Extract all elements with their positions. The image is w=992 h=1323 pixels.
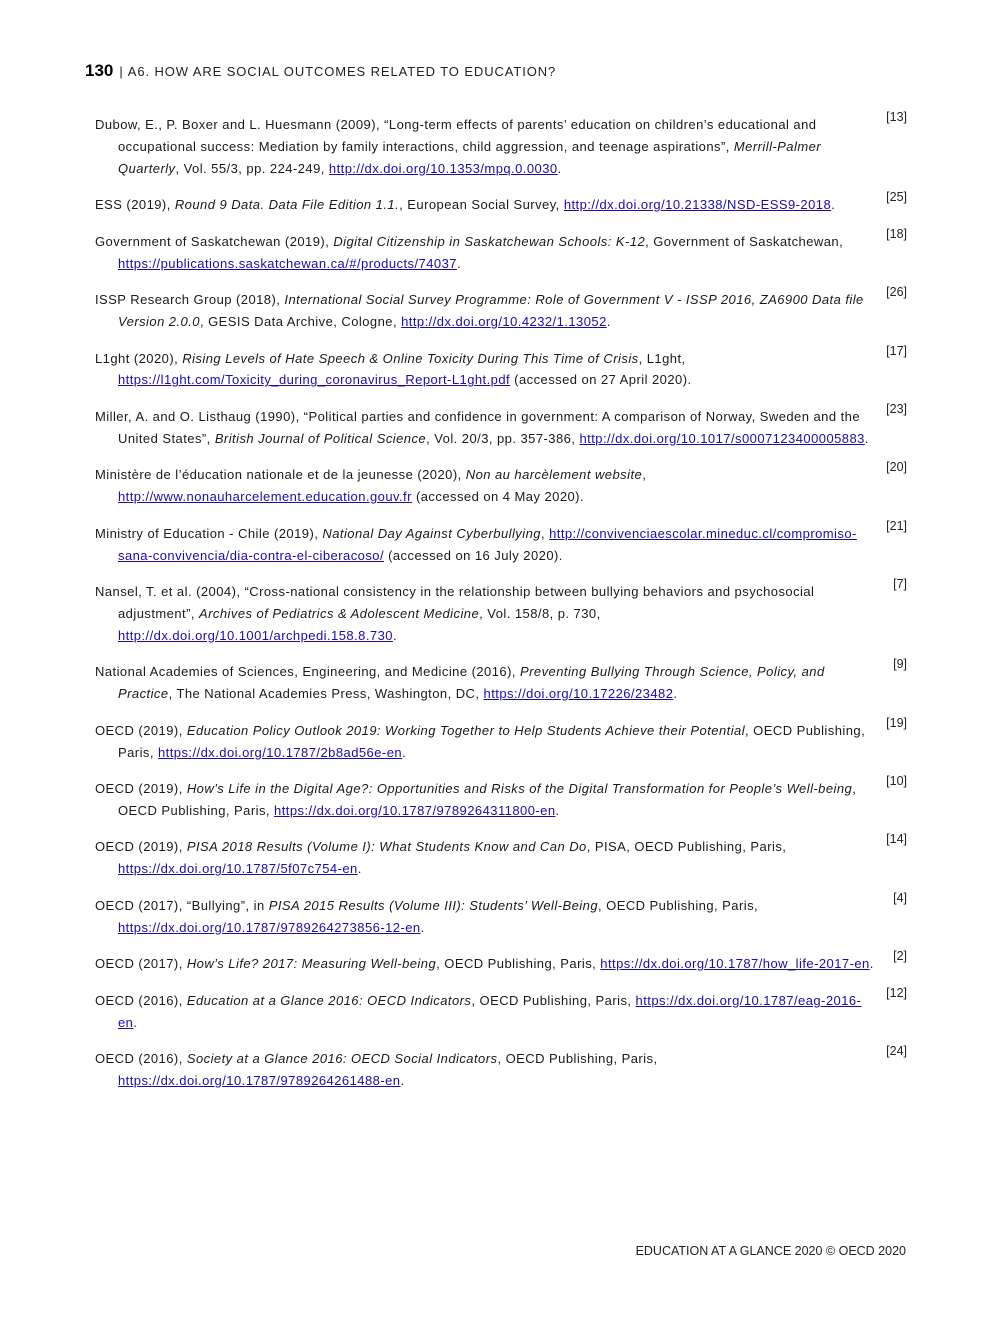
header-separator: | [119,64,123,79]
reference-link[interactable]: http://convivenciaescolar.mineduc.cl/compromiso-sana-convivencia/dia-contra-el-ciberacoso/ [118,525,857,563]
page-number: 130 [85,61,114,80]
reference-authors: National Academies of Sciences, Engineering, and Medicine (2016), [95,664,520,680]
reference-text [95,464,878,508]
reference-item [95,774,910,836]
reference-link[interactable]: https://dx.doi.org/10.1787/how_life-2017-en [600,956,870,972]
reference-text [95,194,878,216]
reference-publisher: , Vol. 55/3, pp. 224-249, [175,160,329,176]
reference-text [95,581,878,646]
reference-link[interactable]: https://publications.saskatchewan.ca/#/products/74037 [118,255,457,271]
reference-authors: Government of Saskatchewan (2019), [95,233,334,249]
reference-link[interactable]: http://dx.doi.org/10.4232/1.13052 [401,313,607,329]
reference-title: PISA 2015 Results (Volume III): Students’ Well-Being [268,897,599,913]
reference-publisher: , L1ght, [638,350,686,366]
reference-item [95,949,910,990]
reference-publisher: , OECD Publishing, Paris, [471,992,636,1008]
reference-publisher: , The National Academies Press, Washington, DC, [168,686,484,702]
reference-number: [7] [893,577,907,592]
reference-link[interactable]: https://l1ght.com/Toxicity_during_coronavirus_Report-L1ght.pdf [118,372,511,388]
reference-suffix: . [831,197,836,213]
reference-authors: ESS (2019), [95,197,175,213]
reference-suffix: . [357,861,362,877]
reference-number: [24] [886,1044,907,1059]
reference-publisher: , OECD Publishing, Paris, [436,956,601,972]
reference-publisher: , OECD Publishing, Paris, [118,781,857,818]
reference-link[interactable]: https://dx.doi.org/10.1787/9789264273856-12-en [118,919,421,935]
reference-publisher: , Vol. 158/8, p. 730, [479,605,601,621]
reference-suffix: . [456,255,461,271]
reference-number: [2] [893,949,907,964]
reference-suffix: . [133,1014,138,1030]
reference-item [95,460,910,522]
reference-publisher: , [540,525,550,541]
reference-publisher: , Government of Saskatchewan, [645,233,844,249]
reference-text [95,895,878,939]
reference-authors: Ministère de l’éducation nationale et de la jeunesse (2020), [95,467,466,483]
reference-link[interactable]: http://dx.doi.org/10.1353/mpq.0.0030 [328,160,558,176]
reference-title: National Day Against Cyberbullying [322,525,541,541]
reference-authors: OECD (2019), [95,839,187,855]
reference-suffix: . [606,313,611,329]
reference-item [95,832,910,894]
reference-number: [17] [886,343,907,358]
reference-publisher: , OECD Publishing, Paris, [118,722,866,760]
reference-number: [9] [893,657,907,672]
reference-link[interactable]: https://dx.doi.org/10.1787/9789264261488-en [118,1073,401,1089]
reference-title: How’s Life? 2017: Measuring Well-being [186,956,437,972]
reference-authors: OECD (2017), “Bullying”, in [95,897,269,913]
reference-item [95,226,910,289]
reference-item [95,985,910,1048]
reference-number: [19] [886,715,907,730]
reference-number: [21] [886,518,907,533]
reference-text [95,778,878,822]
page-header [85,61,905,89]
reference-suffix: (accessed on 4 May 2020). [411,489,585,505]
reference-text [95,289,878,333]
reference-suffix: . [402,744,407,760]
reference-publisher: , OECD Publishing, Paris, [598,897,759,913]
reference-list [95,110,910,1107]
reference-title: Non au harcèlement website [465,467,643,483]
reference-title: Digital Citizenship in Saskatchewan Schools: K-12 [333,233,646,249]
reference-suffix: . [557,160,562,176]
reference-text [95,953,878,975]
reference-title: International Social Survey Programme: Role of Government V - ISSP 2016, ZA6900 Data file Version 2.0.0 [118,292,864,329]
reference-item [95,890,910,953]
reference-text [95,990,878,1034]
reference-title: Archives of Pediatrics & Adolescent Medicine [199,605,480,621]
reference-authors: ISSP Research Group (2018), [95,292,285,308]
reference-suffix: . [392,627,398,643]
reference-item [95,401,910,464]
reference-authors: Miller, A. and O. Listhaug (1990), “Political parties and confidence in government: A comparison of Norway, Sweden and the United States”, [95,408,860,446]
reference-number: [18] [886,226,907,241]
reference-link[interactable]: http://dx.doi.org/10.1001/archpedi.158.8.730 [118,627,393,643]
reference-number: [26] [886,285,907,300]
reference-link[interactable]: https://dx.doi.org/10.1787/9789264311800-en [274,802,556,818]
reference-item [95,190,910,231]
reference-title: Society at a Glance 2016: OECD Social Indicators [186,1051,498,1067]
reference-authors: OECD (2016), [95,1051,187,1067]
reference-title: British Journal of Political Science [214,430,427,446]
reference-number: [14] [886,832,907,847]
reference-authors: OECD (2017), [95,956,187,972]
reference-text [95,836,878,880]
reference-link[interactable]: http://dx.doi.org/10.1017/s0007123400005883 [579,430,865,446]
reference-title: Round 9 Data. Data File Edition 1.1. [174,197,400,213]
reference-item [95,518,910,581]
reference-link[interactable]: http://www.nonauharcelement.education.gouv.fr [118,489,412,505]
reference-authors: Ministry of Education - Chile (2019), [95,525,323,541]
reference-suffix: . [673,686,678,702]
reference-link[interactable]: https://dx.doi.org/10.1787/2b8ad56e-en [158,744,403,760]
reference-link[interactable]: http://dx.doi.org/10.21338/NSD-ESS9-2018 [563,197,832,213]
reference-authors: OECD (2019), [95,722,187,738]
reference-item [95,110,910,194]
reference-publisher: , [642,467,647,483]
reference-authors: L1ght (2020), [95,350,183,366]
reference-publisher: , Vol. 20/3, pp. 357-386, [426,430,580,446]
reference-text [95,231,878,275]
reference-number: [10] [886,774,907,789]
reference-publisher: , GESIS Data Archive, Cologne, [199,313,402,329]
reference-title: PISA 2018 Results (Volume I): What Students Know and Can Do [186,839,587,855]
reference-title: How’s Life in the Digital Age?: Opportunities and Risks of the Digital Transformation for People’s Well-being [186,781,853,797]
reference-title: Merrill-Palmer Quarterly [118,138,822,176]
reference-number: [13] [886,110,907,124]
reference-item [95,715,910,778]
reference-suffix: . [869,956,874,972]
reference-item [95,285,910,347]
reference-link[interactable]: https://doi.org/10.17226/23482 [483,686,674,702]
reference-number: [12] [886,985,907,1000]
reference-authors: OECD (2016), [95,992,187,1008]
reference-authors: OECD (2019), [95,781,187,797]
reference-publisher: , OECD Publishing, Paris, [497,1051,658,1067]
reference-number: [20] [886,460,907,475]
page-footer: EDUCATION AT A GLANCE 2020 © OECD 2020 [635,1244,906,1258]
reference-number: [23] [886,401,907,416]
reference-link[interactable]: https://dx.doi.org/10.1787/5f07c754-en [118,861,358,877]
reference-item [95,1044,910,1106]
reference-title: Rising Levels of Hate Speech & Online Toxicity During This Time of Crisis [182,350,639,366]
reference-text [95,1048,878,1092]
reference-item [95,577,910,661]
reference-title: Education at a Glance 2016: OECD Indicators [186,992,472,1008]
reference-text [95,661,878,705]
reference-text [95,720,878,764]
reference-text [95,523,878,567]
reference-suffix: . [864,430,869,446]
reference-text [95,348,878,392]
reference-item [95,343,910,406]
reference-suffix: . [555,802,560,818]
reference-number: [4] [893,890,907,905]
reference-authors: Dubow, E., P. Boxer and L. Huesmann (2009), “Long-term effects of parents’ education on children’s educational and occupational success: Mediation by family interactions, child aggression, and teenage aspirations”, [95,117,817,154]
reference-text [95,114,878,179]
reference-authors: Nansel, T. et al. (2004), “Cross-national consistency in the relationship between bullying behaviors and psychosocial adjustment”, [95,584,815,621]
section-title: A6. HOW ARE SOCIAL OUTCOMES RELATED TO EDUCATION? [127,64,557,79]
reference-suffix: (accessed on 16 July 2020). [384,547,563,563]
reference-publisher: , European Social Survey, [399,197,564,213]
reference-link[interactable]: https://dx.doi.org/10.1787/eag-2016-en [118,992,862,1030]
reference-text [95,406,878,450]
reference-item [95,657,910,719]
reference-title: Preventing Bullying Through Science, Policy, and Practice [118,664,825,702]
reference-suffix: . [400,1073,405,1089]
reference-title: Education Policy Outlook 2019: Working Together to Help Students Achieve their Potential [186,722,746,738]
reference-suffix: . [420,919,425,935]
reference-suffix: (accessed on 27 April 2020). [510,372,692,388]
reference-publisher: , PISA, OECD Publishing, Paris, [586,839,787,855]
reference-number: [25] [886,190,907,205]
